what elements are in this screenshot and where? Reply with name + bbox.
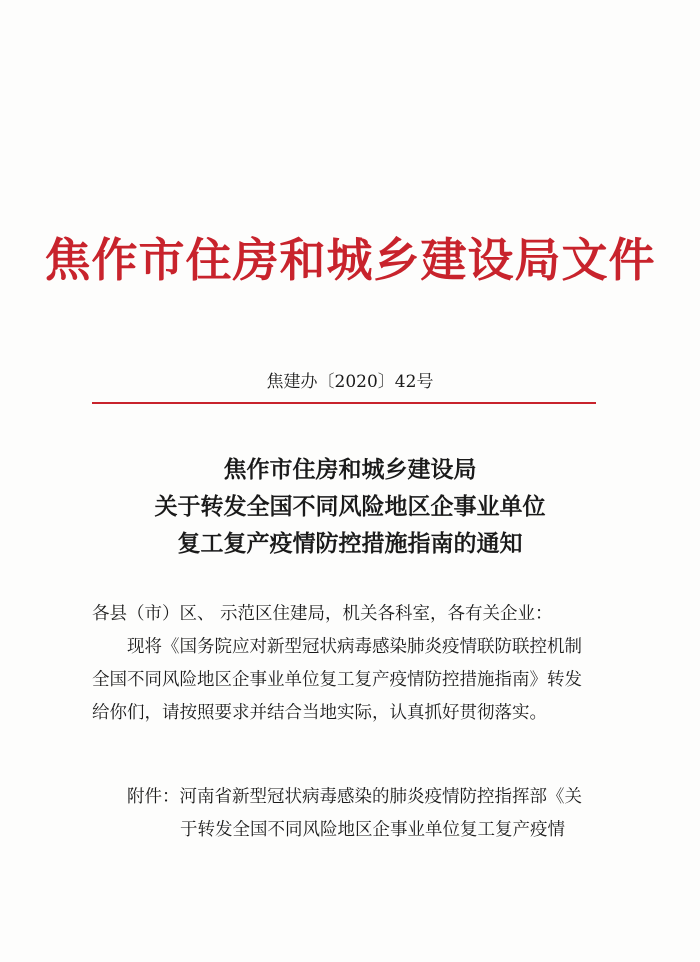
notice-title-line-1: 焦作市住房和城乡建设局 [223, 457, 477, 483]
document-number: 焦建办〔2020〕42号 [266, 372, 434, 392]
body-paragraph-line-3: 给你们，请按照要求并结合当地实际，认真抓好贯彻落实。 [92, 703, 547, 723]
notice-body [92, 598, 612, 730]
notice-title-line-3: 复工复产疫情防控措施指南的通知 [177, 531, 523, 557]
attachment-note [127, 781, 607, 847]
addressee-line: 各县（市）区、 示范区住建局，机关各科室，各有关企业： [92, 604, 553, 624]
notice-title-line-2: 关于转发全国不同风险地区企事业单位 [154, 494, 546, 520]
issuing-authority-header: 焦作市住房和城乡建设局文件 [44, 233, 656, 287]
body-paragraph-line-1: 现将《国务院应对新型冠状病毒感染肺炎疫情联防联控机制 [127, 637, 582, 657]
body-paragraph-line-2: 全国不同风险地区企事业单位复工复产疫情防控措施指南》转发 [92, 670, 582, 690]
attachment-line-1: 附件：河南省新型冠状病毒感染的肺炎疫情防控指挥部《关 [127, 787, 582, 807]
notice-title [0, 452, 700, 563]
attachment-line-2: 于转发全国不同风险地区企事业单位复工复产疫情 [180, 820, 565, 840]
red-separator-line [92, 402, 596, 404]
